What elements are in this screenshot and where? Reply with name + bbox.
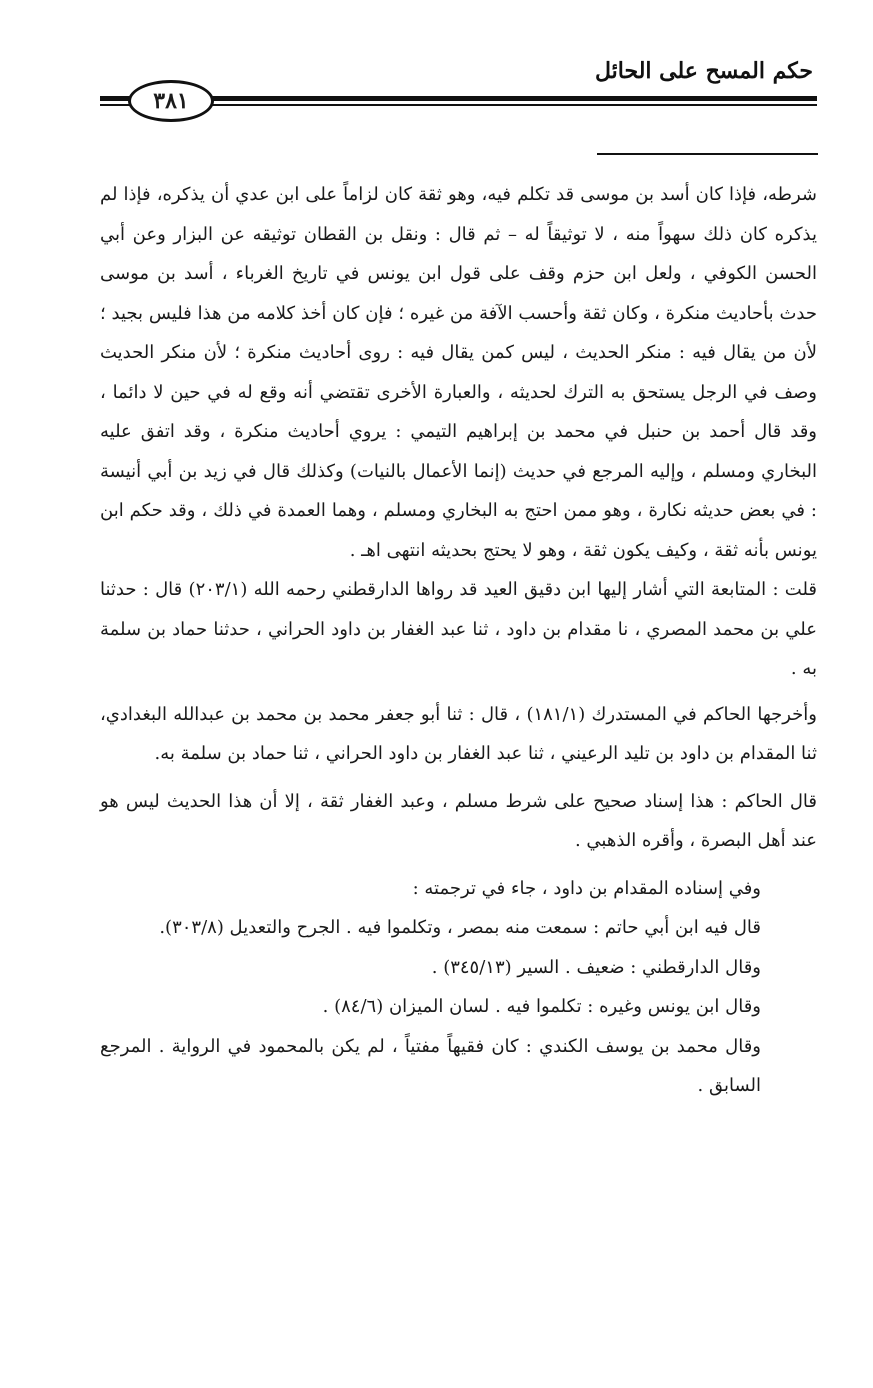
separator-rule [597, 153, 818, 155]
paragraph-line: وقال الدارقطني : ضعيف . السير (٣٤٥/١٣) . [431, 956, 761, 978]
paragraph-line: وقال ابن يونس وغيره : تكلموا فيه . لسان الميزان (٨٤/٦) . [322, 996, 761, 1017]
paragraph: وقال محمد بن يوسف الكندي : كان فقيهاً مفتياً ، لم يكن بالمحمود في الرواية . المرجع السابق . [100, 1035, 761, 1096]
running-title: حكم المسح على الحائل [595, 58, 813, 84]
body-text [100, 175, 817, 1114]
paragraph-line: قال فيه ابن أبي حاتم : سمعت منه بمصر ، وتكلموا فيه . الجرح والتعديل (٣٠٣/٨). [159, 917, 761, 938]
page-number [128, 80, 214, 122]
paragraph: قال الحاكم : هذا إسناد صحيح على شرط مسلم ، وعبد الغفار ثقة ، إلا أن هذا الحديث ليس هو عند أهل البصرة ، وأقره الذهبي . [100, 790, 817, 851]
paragraph: قلت : المتابعة التي أشار إليها ابن دقيق العيد قد رواها الدارقطني رحمه الله (٢٠٣/١) قال : حدثنا علي بن محمد المصري ، نا مقدام بن داود ، ثنا عبد الغفار بن داود الحراني ، حدثنا حماد بن سلمة به . [100, 579, 818, 679]
paragraph: شرطه، فإذا كان أسد بن موسى قد تكلم فيه، وهو ثقة كان لزاماً على ابن عدي أن يذكره، فإذا لم يذكره كان ذلك سهواً منه ، لا توثيقاً له – ثم قال : ونقل بن القطان توثيقه عن البزار وعن أبي الحسن الكوفي ، ولعل ابن حزم وقف على قول ابن يونس في تاريخ الغرباء ، أسد بن موسى حدث بأحاديث منكرة ، وكان ثقة وأحسب الآفة من غيره ؛ فإن كان أخذ كلامه من هذا فليس بجيد ؛ لأن من يقال فيه : منكر الحديث ، ليس كمن يقال فيه : روى أحاديث منكرة ؛ لأن منكر الحديث وصف في الرجل يستحق به الترك لحديثه ، والعبارة الأخرى تقتضي أنه وقع له في حين لا دائما ، وقد قال أحمد بن حنبل في محمد بن إبراهيم التيمي : يروي أحاديث منكرة ، وقد اتفق عليه البخاري ومسلم ، وإليه المرجع في حديث (إنما الأعمال بالنيات) وكذلك قال في زيد بن أبي أنيسة : في بعض حديثه نكارة ، وهو ممن احتج به البخاري ومسلم ، وهما العمدة في ذلك ، وقد حكم ابن يونس بأنه ثقة ، وكيف يكون ثقة ، وهو لا يحتج بحديثه انتهى اهـ . [100, 184, 817, 561]
paragraph: وأخرجها الحاكم في المستدرك (١٨١/١) ، قال : ثنا أبو جعفر محمد بن محمد بن عبدالله البغدادي، ثنا المقدام بن داود بن تليد الرعيني ، ثنا عبد الغفار بن داود الحراني ، ثنا حماد بن سلمة به. [100, 703, 817, 764]
page-number-text: ٣٨١ [153, 88, 189, 114]
paragraph-line: وفي إسناده المقدام بن داود ، جاء في ترجمته : [412, 877, 761, 899]
